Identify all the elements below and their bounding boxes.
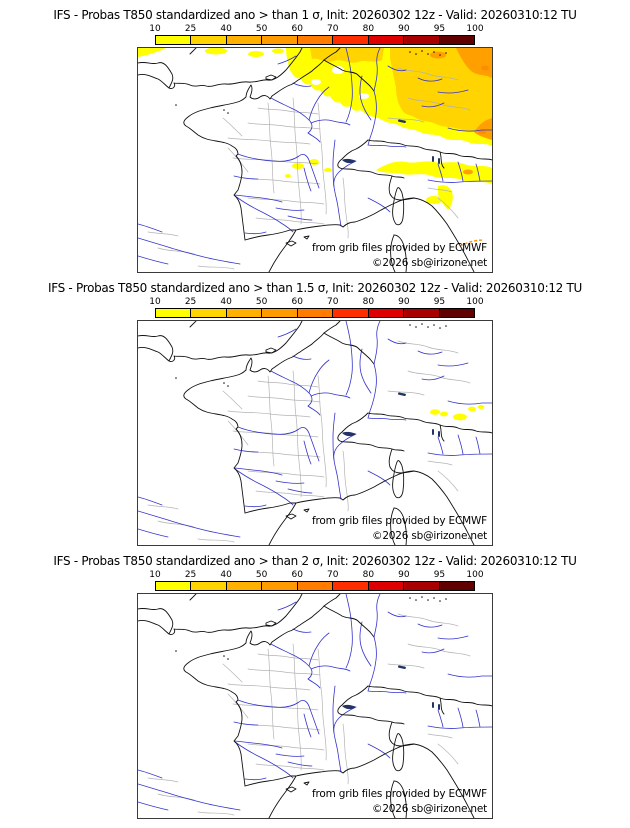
- colorbar-segment: [297, 36, 332, 44]
- colorbar-segment: [156, 309, 190, 317]
- colorbar-tick-label: 50: [255, 24, 268, 34]
- colorbar-segment: [226, 36, 261, 44]
- forecast-panel-1sigma: [0, 0, 630, 273]
- colorbar-tick-label: 40: [220, 24, 232, 34]
- colorbar-tick-label: 90: [398, 24, 410, 34]
- colorbar-tick-label: 70: [327, 24, 339, 34]
- colorbar-tick-label: 90: [398, 570, 410, 580]
- colorbar-tick-label: 100: [466, 24, 484, 34]
- colorbar-tick-label: 25: [184, 297, 197, 307]
- colorbar-bar: [155, 581, 475, 591]
- colorbar-tick-label: 80: [362, 570, 375, 580]
- credit-copyright: ©2026 sb@irizone.net: [372, 530, 487, 542]
- colorbar-segment: [403, 36, 438, 44]
- panel-title: IFS - Probas T850 standardized ano > than 1.5 σ, Init: 20260302 12z - Valid: 20260310:12 TU: [47, 281, 583, 295]
- map-svg: [138, 321, 492, 545]
- colorbar-tick-label: 60: [291, 297, 303, 307]
- colorbar-tick-label: 50: [255, 570, 268, 580]
- colorbar-tick-label: 10: [149, 24, 161, 34]
- colorbar-segment: [261, 582, 296, 590]
- colorbar-tick-label: 80: [362, 24, 375, 34]
- colorbar-segment: [297, 582, 332, 590]
- map-france-1sigma: [137, 47, 493, 273]
- panel-title: IFS - Probas T850 standardized ano > than 2 σ, Init: 20260302 12z - Valid: 20260310:12 TU: [53, 554, 577, 568]
- forecast-panel-1p5sigma: [0, 273, 630, 546]
- colorbar-tick-labels: [149, 24, 484, 35]
- colorbar-segment: [156, 582, 190, 590]
- colorbar-tick-label: 10: [149, 570, 161, 580]
- map-svg: [138, 594, 492, 818]
- map-svg: [138, 48, 492, 272]
- colorbar-tick-label: 60: [291, 570, 303, 580]
- credit-ecmwf: from grib files provided by ECMWF: [312, 788, 487, 800]
- colorbar-segment: [368, 309, 403, 317]
- credit-ecmwf: from grib files provided by ECMWF: [312, 242, 487, 254]
- colorbar-tick-label: 70: [327, 297, 339, 307]
- colorbar-segment: [368, 36, 403, 44]
- colorbar-tick-labels: [149, 297, 484, 308]
- probability-colorbar: [149, 24, 484, 45]
- colorbar-segment: [439, 309, 474, 317]
- colorbar-tick-label: 95: [433, 570, 446, 580]
- colorbar-segment: [226, 582, 261, 590]
- colorbar-bar: [155, 308, 475, 318]
- colorbar-tick-label: 90: [398, 297, 410, 307]
- colorbar-tick-label: 40: [220, 297, 232, 307]
- map-france-2sigma: [137, 593, 493, 819]
- colorbar-tick-label: 60: [291, 24, 303, 34]
- credit-ecmwf: from grib files provided by ECMWF: [312, 515, 487, 527]
- colorbar-segment: [261, 36, 296, 44]
- colorbar-segment: [156, 36, 190, 44]
- colorbar-tick-label: 25: [184, 570, 197, 580]
- forecast-panel-2sigma: [0, 546, 630, 819]
- probability-colorbar: [149, 570, 484, 591]
- colorbar-segment: [261, 309, 296, 317]
- colorbar-segment: [403, 582, 438, 590]
- colorbar-tick-label: 95: [433, 24, 446, 34]
- probability-colorbar: [149, 297, 484, 318]
- colorbar-tick-labels: [149, 570, 484, 581]
- colorbar-tick-label: 40: [220, 570, 232, 580]
- colorbar-segment: [403, 309, 438, 317]
- colorbar-tick-label: 100: [466, 570, 484, 580]
- colorbar-tick-label: 95: [433, 297, 446, 307]
- colorbar-bar: [155, 35, 475, 45]
- colorbar-tick-label: 100: [466, 297, 484, 307]
- colorbar-segment: [190, 309, 225, 317]
- colorbar-segment: [226, 309, 261, 317]
- credit-copyright: ©2026 sb@irizone.net: [372, 257, 487, 269]
- colorbar-segment: [439, 582, 474, 590]
- colorbar-tick-label: 70: [327, 570, 339, 580]
- colorbar-segment: [190, 582, 225, 590]
- colorbar-segment: [368, 582, 403, 590]
- colorbar-segment: [332, 36, 367, 44]
- colorbar-tick-label: 25: [184, 24, 197, 34]
- panel-title: IFS - Probas T850 standardized ano > than 1 σ, Init: 20260302 12z - Valid: 20260310:12 TU: [53, 8, 577, 22]
- map-france-1p5sigma: [137, 320, 493, 546]
- colorbar-tick-label: 50: [255, 297, 268, 307]
- colorbar-segment: [297, 309, 332, 317]
- colorbar-tick-label: 10: [149, 297, 161, 307]
- colorbar-segment: [332, 582, 367, 590]
- credit-copyright: ©2026 sb@irizone.net: [372, 803, 487, 815]
- colorbar-tick-label: 80: [362, 297, 375, 307]
- colorbar-segment: [332, 309, 367, 317]
- colorbar-segment: [190, 36, 225, 44]
- colorbar-segment: [439, 36, 474, 44]
